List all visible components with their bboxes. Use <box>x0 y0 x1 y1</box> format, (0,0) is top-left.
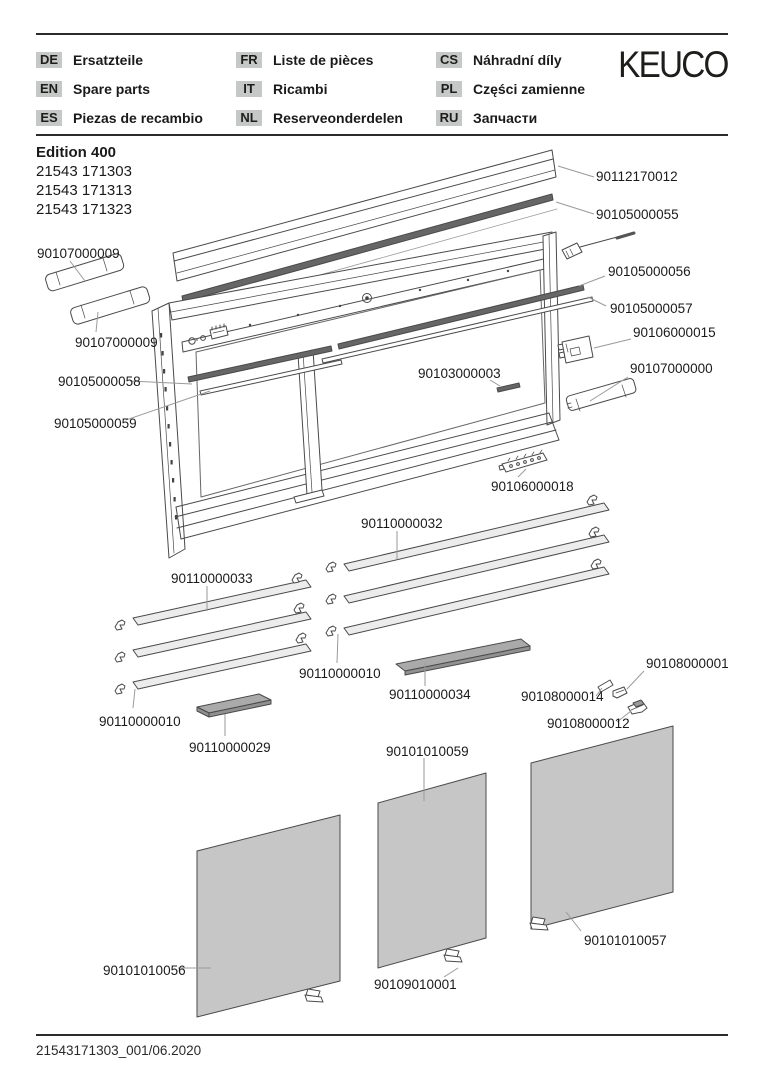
part-label-90110000033: 90110000033 <box>171 571 253 586</box>
part-label-90110000029: 90110000029 <box>189 740 271 755</box>
part-label-90105000058: 90105000058 <box>58 374 141 389</box>
lang-code-badge: RU <box>436 110 462 126</box>
part-90106000015 <box>558 336 593 363</box>
lang-code-badge: PL <box>436 81 462 97</box>
keuco-logo: KEUCO <box>618 44 728 85</box>
lang-code-badge: NL <box>236 110 262 126</box>
part-mirror-90101010059 <box>378 773 486 968</box>
cabinet-carcass <box>152 232 560 558</box>
lang-label: Ersatzteile <box>73 52 144 68</box>
series-title: Edition 400 <box>36 144 117 161</box>
part-90108000012 <box>628 700 647 714</box>
lang-label: Spare parts <box>73 81 151 97</box>
lang-code-badge: IT <box>236 81 262 97</box>
part-label-90106000018: 90106000018 <box>491 479 574 494</box>
lang-code-badge: ES <box>36 110 62 126</box>
part-label-90107000000: 90107000000 <box>630 361 713 376</box>
part-label-90105000057: 90105000057 <box>610 301 693 316</box>
part-label-90108000001: 90108000001 <box>646 656 729 671</box>
part-mirror-90101010056 <box>197 815 340 1017</box>
part-label-90101010057: 90101010057 <box>584 933 667 948</box>
part-label-90110000032: 90110000032 <box>361 516 443 531</box>
part-label-90105000059: 90105000059 <box>54 416 137 431</box>
part-label-90110000010: 90110000010 <box>99 714 181 729</box>
part-label-90103000003: 90103000003 <box>418 366 501 381</box>
part-mirror-90101010057 <box>531 726 673 929</box>
part-label-90106000015: 90106000015 <box>633 325 716 340</box>
model-number: 21543 171313 <box>36 182 132 199</box>
lang-label: Náhradní díly <box>473 52 562 68</box>
lang-label: Liste de pièces <box>273 52 374 68</box>
part-connection-cable <box>562 233 634 259</box>
part-rail-90105000059 <box>200 360 342 395</box>
part-label-90112170012: 90112170012 <box>596 169 678 184</box>
lang-code-badge: FR <box>236 52 262 68</box>
part-90103000003 <box>497 383 520 392</box>
lang-label: Запчасти <box>473 110 538 126</box>
lang-label: Części zamienne <box>473 81 586 97</box>
part-shelves-90110000033 <box>133 580 311 689</box>
part-label-90105000055: 90105000055 <box>596 207 679 222</box>
part-label-90107000009: 90107000009 <box>75 335 158 350</box>
part-90106000018 <box>499 450 547 472</box>
lang-label: Reserveonderdelen <box>273 110 403 126</box>
part-label-90108000012: 90108000012 <box>547 716 630 731</box>
part-label-90105000056: 90105000056 <box>608 264 691 279</box>
part-label-90101010059: 90101010059 <box>386 744 469 759</box>
part-90110000034 <box>396 639 530 675</box>
part-label-90110000034: 90110000034 <box>389 687 471 702</box>
part-label-90101010056: 90101010056 <box>103 963 186 978</box>
document-reference: 21543171303_001/06.2020 <box>36 1043 202 1058</box>
part-label-90107000009: 90107000009 <box>37 246 120 261</box>
lang-code-badge: DE <box>36 52 62 68</box>
part-label-90108000014: 90108000014 <box>521 689 604 704</box>
part-90110000029 <box>197 694 271 717</box>
lang-code-badge: EN <box>36 81 62 97</box>
model-number: 21543 171323 <box>36 201 132 218</box>
lang-code-badge: CS <box>436 52 462 68</box>
part-label-90109010001: 90109010001 <box>374 977 457 992</box>
part-90108000001 <box>613 687 627 698</box>
model-number: 21543 171303 <box>36 163 132 180</box>
lang-label: Ricambi <box>273 81 328 97</box>
lang-label: Piezas de recambio <box>73 110 203 126</box>
part-label-90110000010: 90110000010 <box>299 666 381 681</box>
